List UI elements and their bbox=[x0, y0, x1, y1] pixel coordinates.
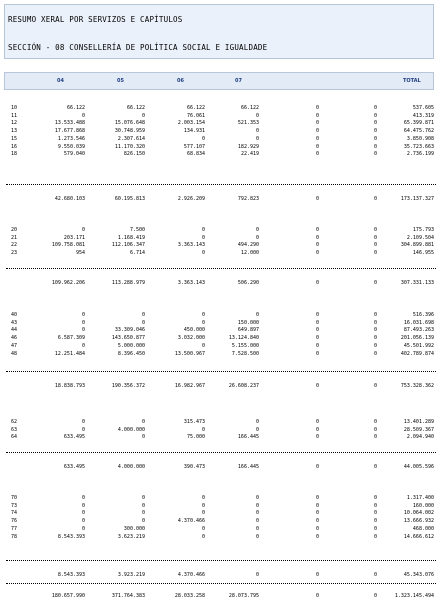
cell-value: 649.897 bbox=[237, 327, 259, 334]
cell-value: 112.106.347 bbox=[111, 242, 145, 249]
table-row bbox=[0, 150, 439, 158]
cell-value: 0 bbox=[373, 533, 377, 540]
cell-value: 0 bbox=[373, 510, 377, 517]
cell-value: 18.838.793 bbox=[54, 383, 85, 389]
cell-value: 0 bbox=[315, 312, 319, 318]
cell-value: 300.000 bbox=[123, 525, 145, 532]
cell-value: 66.122 bbox=[126, 105, 145, 111]
subtotal-row bbox=[0, 571, 439, 579]
cell-value: 175.793 bbox=[412, 227, 434, 233]
grand-total-row bbox=[0, 592, 439, 600]
column-header: 07 bbox=[235, 78, 242, 84]
cell-value: 0 bbox=[315, 426, 319, 433]
cell-value: 0 bbox=[373, 120, 377, 127]
cell-value: 13.124.840 bbox=[228, 335, 259, 342]
cell-value: 0 bbox=[255, 419, 259, 425]
cell-value: 5.155.000 bbox=[231, 342, 259, 349]
cell-value: 0 bbox=[201, 250, 205, 257]
cell-value: 0 bbox=[201, 319, 205, 326]
cell-value: 450.000 bbox=[183, 327, 205, 334]
cell-value: 203.171 bbox=[63, 234, 85, 241]
cell-value: 66.122 bbox=[66, 105, 85, 111]
cell-value: 0 bbox=[255, 525, 259, 532]
cell-value: 13.500.967 bbox=[174, 350, 205, 357]
row-code: 63 bbox=[11, 426, 18, 433]
cell-value: 0 bbox=[315, 120, 319, 127]
row-code: 22 bbox=[11, 242, 18, 249]
cell-value: 0 bbox=[81, 426, 85, 433]
row-code: 44 bbox=[11, 327, 18, 334]
cell-value: 3.623.219 bbox=[117, 533, 145, 540]
cell-value: 0 bbox=[373, 250, 377, 257]
cell-value: 0 bbox=[373, 327, 377, 334]
cell-value: 0 bbox=[373, 312, 377, 318]
cell-value: 12.000 bbox=[240, 250, 259, 257]
cell-value: 160.000 bbox=[412, 502, 434, 509]
cell-value: 16.031.698 bbox=[403, 319, 434, 326]
cell-value: 0 bbox=[81, 327, 85, 334]
cell-value: 68.834 bbox=[186, 151, 205, 158]
cell-value: 201.056.139 bbox=[400, 335, 434, 342]
cell-value: 2.307.614 bbox=[117, 135, 145, 142]
cell-value: 28.509.367 bbox=[403, 426, 434, 433]
cell-value: 28.033.258 bbox=[174, 593, 205, 599]
dotted-separator bbox=[6, 560, 436, 562]
cell-value: 0 bbox=[141, 312, 145, 318]
cell-value: 0 bbox=[81, 342, 85, 349]
cell-value: 0 bbox=[315, 383, 319, 389]
cell-value: 0 bbox=[315, 250, 319, 257]
cell-value: 76.061 bbox=[186, 112, 205, 119]
cell-value: 0 bbox=[255, 234, 259, 241]
row-code: 70 bbox=[11, 495, 18, 501]
row-code: 43 bbox=[11, 319, 18, 326]
cell-value: 753.328.362 bbox=[400, 383, 434, 389]
cell-value: 0 bbox=[315, 342, 319, 349]
cell-value: 17.677.868 bbox=[54, 128, 85, 135]
cell-value: 0 bbox=[373, 112, 377, 119]
cell-value: 166.445 bbox=[237, 434, 259, 441]
cell-value: 0 bbox=[373, 495, 377, 501]
cell-value: 60.195.813 bbox=[114, 196, 145, 202]
cell-value: 143.650.877 bbox=[111, 335, 145, 342]
row-code: 18 bbox=[11, 151, 18, 158]
cell-value: 3.850.908 bbox=[406, 135, 434, 142]
cell-value: 0 bbox=[201, 426, 205, 433]
cell-value: 8.543.393 bbox=[57, 533, 85, 540]
cell-value: 13.533.488 bbox=[54, 120, 85, 127]
cell-value: 0 bbox=[315, 112, 319, 119]
cell-value: 30.748.959 bbox=[114, 128, 145, 135]
cell-value: 577.107 bbox=[183, 143, 205, 150]
cell-value: 0 bbox=[81, 502, 85, 509]
table-row bbox=[0, 249, 439, 257]
cell-value: 0 bbox=[255, 227, 259, 233]
cell-value: 0 bbox=[315, 502, 319, 509]
cell-value: 0 bbox=[315, 593, 319, 599]
cell-value: 42.680.103 bbox=[54, 196, 85, 202]
cell-value: 0 bbox=[81, 312, 85, 318]
cell-value: 2.736.199 bbox=[406, 151, 434, 158]
cell-value: 0 bbox=[255, 502, 259, 509]
cell-value: 0 bbox=[315, 533, 319, 540]
cell-value: 15.076.648 bbox=[114, 120, 145, 127]
cell-value: 3.923.219 bbox=[117, 572, 145, 578]
cell-value: 0 bbox=[255, 135, 259, 142]
cell-value: 304.899.881 bbox=[400, 242, 434, 249]
cell-value: 0 bbox=[201, 525, 205, 532]
cell-value: 65.399.871 bbox=[403, 120, 434, 127]
cell-value: 0 bbox=[315, 227, 319, 233]
cell-value: 0 bbox=[315, 128, 319, 135]
cell-value: 0 bbox=[315, 143, 319, 150]
cell-value: 537.605 bbox=[412, 105, 434, 111]
cell-value: 0 bbox=[315, 242, 319, 249]
cell-value: 7.500 bbox=[129, 227, 145, 233]
cell-value: 0 bbox=[315, 434, 319, 441]
subtotal-row bbox=[0, 463, 439, 471]
cell-value: 0 bbox=[315, 419, 319, 425]
cell-value: 9.550.039 bbox=[57, 143, 85, 150]
cell-value: 0 bbox=[315, 105, 319, 111]
cell-value: 0 bbox=[315, 350, 319, 357]
cell-value: 468.000 bbox=[412, 525, 434, 532]
row-code: 64 bbox=[11, 434, 18, 441]
cell-value: 0 bbox=[141, 112, 145, 119]
cell-value: 315.473 bbox=[183, 419, 205, 425]
row-code: 20 bbox=[11, 227, 18, 233]
cell-value: 0 bbox=[201, 234, 205, 241]
cell-value: 26.608.237 bbox=[228, 383, 259, 389]
cell-value: 0 bbox=[315, 280, 319, 286]
cell-value: 0 bbox=[201, 510, 205, 517]
row-code: 78 bbox=[11, 533, 18, 540]
cell-value: 0 bbox=[373, 280, 377, 286]
subtotal-row bbox=[0, 279, 439, 287]
cell-value: 0 bbox=[141, 319, 145, 326]
dotted-separator bbox=[6, 452, 436, 454]
subtotal-row bbox=[0, 195, 439, 203]
cell-value: 0 bbox=[81, 227, 85, 233]
cell-value: 1.168.419 bbox=[117, 234, 145, 241]
cell-value: 16.982.967 bbox=[174, 383, 205, 389]
cell-value: 45.501.992 bbox=[403, 342, 434, 349]
cell-value: 0 bbox=[373, 419, 377, 425]
cell-value: 0 bbox=[141, 510, 145, 517]
row-code: 11 bbox=[11, 112, 18, 119]
cell-value: 109.758.081 bbox=[51, 242, 85, 249]
cell-value: 494.290 bbox=[237, 242, 259, 249]
cell-value: 0 bbox=[255, 312, 259, 318]
cell-value: 0 bbox=[315, 510, 319, 517]
cell-value: 0 bbox=[373, 242, 377, 249]
dotted-separator bbox=[6, 583, 436, 585]
cell-value: 0 bbox=[315, 234, 319, 241]
dotted-separator bbox=[6, 371, 436, 373]
cell-value: 87.493.263 bbox=[403, 327, 434, 334]
cell-value: 0 bbox=[201, 135, 205, 142]
cell-value: 0 bbox=[315, 151, 319, 158]
cell-value: 0 bbox=[81, 518, 85, 525]
cell-value: 12.251.484 bbox=[54, 350, 85, 357]
cell-value: 307.331.133 bbox=[400, 280, 434, 286]
table-row bbox=[0, 533, 439, 541]
cell-value: 146.955 bbox=[412, 250, 434, 257]
cell-value: 0 bbox=[373, 464, 377, 470]
cell-value: 0 bbox=[315, 518, 319, 525]
cell-value: 0 bbox=[373, 383, 377, 389]
cell-value: 0 bbox=[141, 434, 145, 441]
cell-value: 0 bbox=[141, 419, 145, 425]
cell-value: 371.764.383 bbox=[111, 593, 145, 599]
cell-value: 4.370.466 bbox=[177, 518, 205, 525]
cell-value: 0 bbox=[373, 151, 377, 158]
cell-value: 2.003.154 bbox=[177, 120, 205, 127]
cell-value: 190.356.372 bbox=[111, 383, 145, 389]
row-code: 12 bbox=[11, 120, 18, 127]
cell-value: 0 bbox=[373, 525, 377, 532]
cell-value: 4.000.000 bbox=[117, 426, 145, 433]
cell-value: 6.714 bbox=[129, 250, 145, 257]
cell-value: 402.789.874 bbox=[400, 350, 434, 357]
cell-value: 390.473 bbox=[183, 464, 205, 470]
cell-value: 0 bbox=[315, 495, 319, 501]
cell-value: 2.109.504 bbox=[406, 234, 434, 241]
table-row bbox=[0, 433, 439, 441]
cell-value: 0 bbox=[201, 495, 205, 501]
cell-value: 0 bbox=[373, 342, 377, 349]
row-code: 15 bbox=[11, 135, 18, 142]
subtotal-row bbox=[0, 382, 439, 390]
row-code: 46 bbox=[11, 335, 18, 342]
row-code: 10 bbox=[11, 105, 18, 111]
cell-value: 792.823 bbox=[237, 196, 259, 202]
cell-value: 182.929 bbox=[237, 143, 259, 150]
cell-value: 0 bbox=[255, 518, 259, 525]
cell-value: 0 bbox=[373, 335, 377, 342]
row-code: 13 bbox=[11, 128, 18, 135]
cell-value: 8.543.393 bbox=[57, 572, 85, 578]
cell-value: 7.528.500 bbox=[231, 350, 259, 357]
cell-value: 0 bbox=[201, 227, 205, 233]
cell-value: 0 bbox=[373, 128, 377, 135]
cell-value: 0 bbox=[81, 525, 85, 532]
cell-value: 0 bbox=[141, 495, 145, 501]
row-code: 48 bbox=[11, 350, 18, 357]
cell-value: 0 bbox=[373, 434, 377, 441]
cell-value: 0 bbox=[373, 319, 377, 326]
cell-value: 22.419 bbox=[240, 151, 259, 158]
cell-value: 521.353 bbox=[237, 120, 259, 127]
cell-value: 0 bbox=[141, 518, 145, 525]
row-code: 62 bbox=[11, 419, 18, 425]
cell-value: 44.005.596 bbox=[403, 464, 434, 470]
column-header: 04 bbox=[57, 78, 64, 84]
cell-value: 0 bbox=[81, 112, 85, 119]
table-row bbox=[0, 350, 439, 358]
cell-value: 0 bbox=[373, 350, 377, 357]
cell-value: 0 bbox=[201, 312, 205, 318]
dotted-separator bbox=[6, 268, 436, 270]
row-code: 21 bbox=[11, 234, 18, 241]
cell-value: 0 bbox=[373, 227, 377, 233]
cell-value: 0 bbox=[373, 593, 377, 599]
cell-value: 75.000 bbox=[186, 434, 205, 441]
cell-value: 2.094.940 bbox=[406, 434, 434, 441]
cell-value: 14.666.612 bbox=[403, 533, 434, 540]
cell-value: 0 bbox=[255, 112, 259, 119]
cell-value: 28.073.795 bbox=[228, 593, 259, 599]
cell-value: 506.290 bbox=[237, 280, 259, 286]
cell-value: 0 bbox=[315, 464, 319, 470]
row-code: 47 bbox=[11, 342, 18, 349]
cell-value: 66.122 bbox=[240, 105, 259, 111]
cell-value: 0 bbox=[373, 135, 377, 142]
cell-value: 33.309.046 bbox=[114, 327, 145, 334]
cell-value: 173.137.327 bbox=[400, 196, 434, 202]
cell-value: 109.962.206 bbox=[51, 280, 85, 286]
cell-value: 0 bbox=[255, 495, 259, 501]
cell-value: 113.288.979 bbox=[111, 280, 145, 286]
cell-value: 0 bbox=[81, 319, 85, 326]
cell-value: 0 bbox=[255, 533, 259, 540]
row-code: 76 bbox=[11, 518, 18, 525]
cell-value: 5.000.000 bbox=[117, 342, 145, 349]
cell-value: 0 bbox=[373, 518, 377, 525]
cell-value: 4.000.000 bbox=[117, 464, 145, 470]
cell-value: 4.370.466 bbox=[177, 572, 205, 578]
report-title: RESUMO XERAL POR SERVIZOS E CAPÍTULOS bbox=[8, 15, 183, 24]
column-header: 06 bbox=[177, 78, 184, 84]
cell-value: 0 bbox=[373, 143, 377, 150]
row-code: 74 bbox=[11, 510, 18, 517]
cell-value: 6.587.309 bbox=[57, 335, 85, 342]
cell-value: 8.396.450 bbox=[117, 350, 145, 357]
column-header-total: TOTAL bbox=[403, 78, 421, 84]
cell-value: 13.666.932 bbox=[403, 518, 434, 525]
cell-value: 180.657.990 bbox=[51, 593, 85, 599]
cell-value: 1.317.400 bbox=[406, 495, 434, 501]
cell-value: 66.122 bbox=[186, 105, 205, 111]
row-code: 73 bbox=[11, 502, 18, 509]
cell-value: 3.363.143 bbox=[177, 242, 205, 249]
row-code: 23 bbox=[11, 250, 18, 257]
cell-value: 633.495 bbox=[63, 434, 85, 441]
cell-value: 826.150 bbox=[123, 151, 145, 158]
cell-value: 0 bbox=[255, 426, 259, 433]
cell-value: 954 bbox=[75, 250, 85, 257]
cell-value: 64.475.762 bbox=[403, 128, 434, 135]
cell-value: 166.445 bbox=[237, 464, 259, 470]
cell-value: 1.323.145.494 bbox=[394, 593, 434, 599]
row-code: 77 bbox=[11, 525, 18, 532]
cell-value: 0 bbox=[201, 342, 205, 349]
cell-value: 3.032.000 bbox=[177, 335, 205, 342]
cell-value: 0 bbox=[201, 502, 205, 509]
cell-value: 3.363.143 bbox=[177, 280, 205, 286]
cell-value: 0 bbox=[255, 128, 259, 135]
cell-value: 150.000 bbox=[237, 319, 259, 326]
cell-value: 0 bbox=[373, 105, 377, 111]
cell-value: 0 bbox=[315, 525, 319, 532]
cell-value: 1.273.546 bbox=[57, 135, 85, 142]
row-code: 16 bbox=[11, 143, 18, 150]
cell-value: 413.319 bbox=[412, 112, 434, 119]
column-header: 05 bbox=[117, 78, 124, 84]
cell-value: 13.401.289 bbox=[403, 419, 434, 425]
cell-value: 0 bbox=[81, 510, 85, 517]
cell-value: 134.931 bbox=[183, 128, 205, 135]
cell-value: 0 bbox=[315, 335, 319, 342]
cell-value: 0 bbox=[141, 502, 145, 509]
cell-value: 579.040 bbox=[63, 151, 85, 158]
cell-value: 0 bbox=[373, 502, 377, 509]
cell-value: 0 bbox=[255, 572, 259, 578]
cell-value: 0 bbox=[373, 234, 377, 241]
cell-value: 0 bbox=[315, 196, 319, 202]
row-code: 40 bbox=[11, 312, 18, 318]
cell-value: 0 bbox=[373, 196, 377, 202]
cell-value: 0 bbox=[255, 510, 259, 517]
cell-value: 0 bbox=[315, 319, 319, 326]
cell-value: 0 bbox=[315, 327, 319, 334]
cell-value: 0 bbox=[81, 495, 85, 501]
cell-value: 11.170.320 bbox=[114, 143, 145, 150]
cell-value: 633.495 bbox=[63, 464, 85, 470]
cell-value: 516.396 bbox=[412, 312, 434, 318]
cell-value: 0 bbox=[373, 572, 377, 578]
section-title: SECCIÓN - 08 CONSELLERÍA DE POLÍTICA SOCIAL E IGUALDADE bbox=[8, 43, 268, 52]
cell-value: 10.064.002 bbox=[403, 510, 434, 517]
cell-value: 0 bbox=[315, 572, 319, 578]
cell-value: 45.343.076 bbox=[403, 572, 434, 578]
cell-value: 0 bbox=[315, 135, 319, 142]
cell-value: 2.926.209 bbox=[177, 196, 205, 202]
cell-value: 0 bbox=[373, 426, 377, 433]
cell-value: 35.723.663 bbox=[403, 143, 434, 150]
cell-value: 0 bbox=[81, 419, 85, 425]
dotted-separator bbox=[6, 184, 436, 186]
cell-value: 0 bbox=[201, 533, 205, 540]
